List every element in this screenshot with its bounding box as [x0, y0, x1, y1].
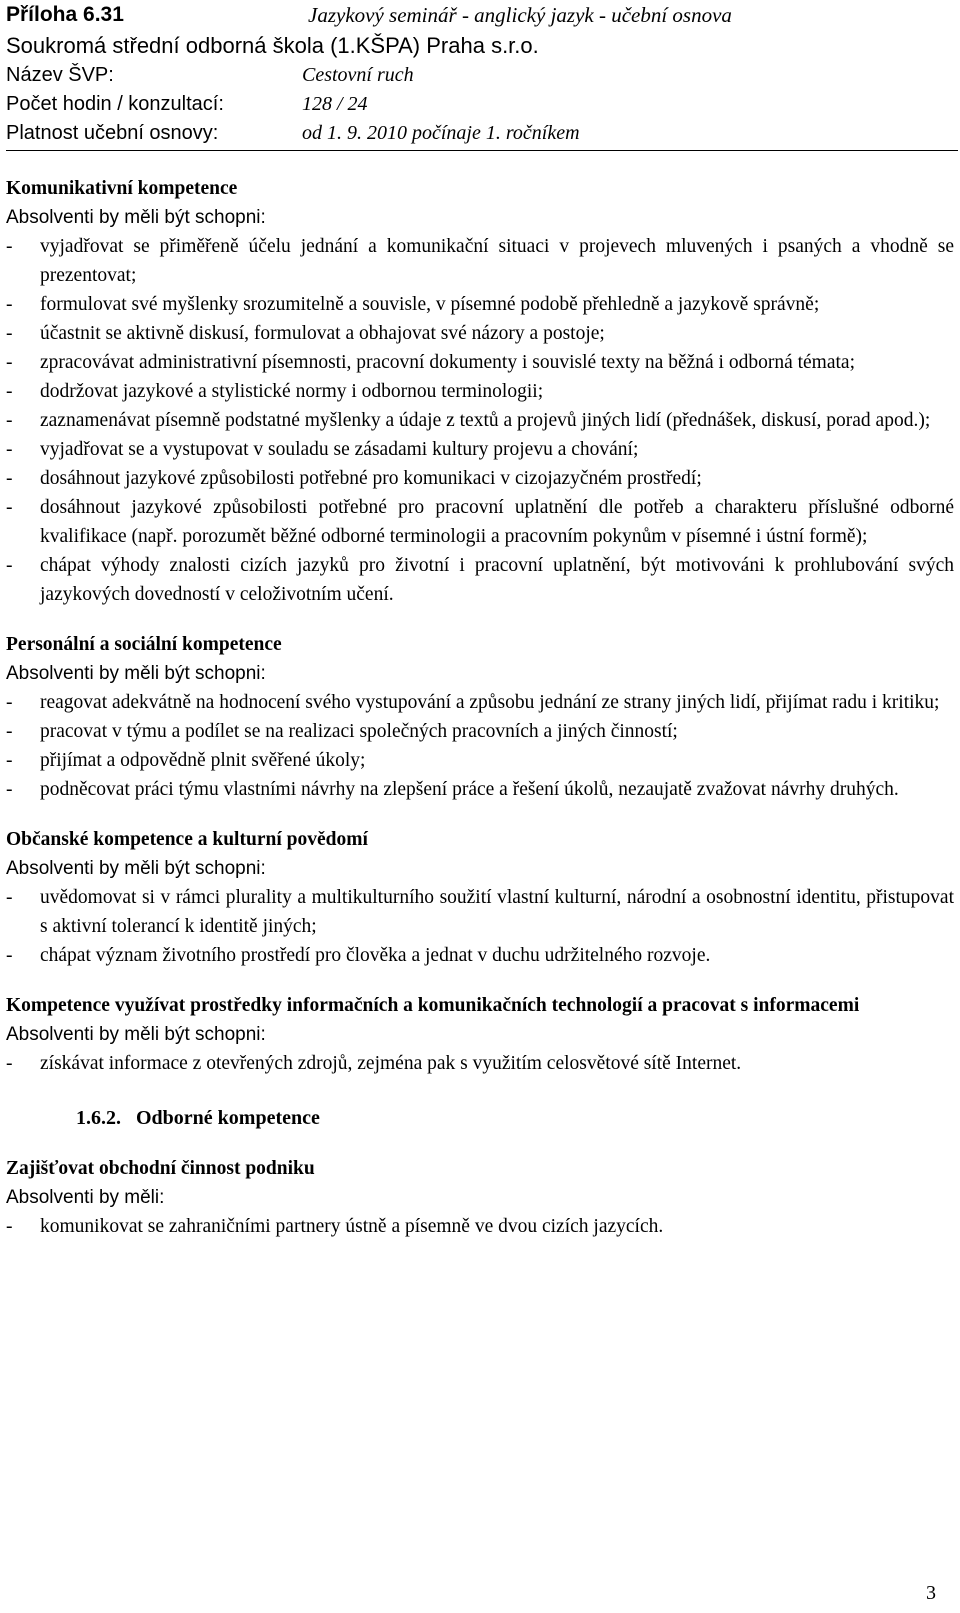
- list-item: [6, 1049, 954, 1078]
- list-item: [6, 1212, 954, 1241]
- validity-label: Platnost učební osnovy:: [6, 122, 219, 144]
- svp-label: Název ŠVP:: [6, 64, 114, 86]
- svp-value: Cestovní ruch: [302, 64, 414, 86]
- list-item: [6, 551, 954, 609]
- list-item-text: podněcovat práci týmu vlastními návrhy na zlepšení práce a řešení úkolů, nezaujatě zvažovat návrhy druhých.: [40, 779, 899, 800]
- list-dash: -: [6, 294, 13, 315]
- page-number: 3: [926, 1582, 936, 1604]
- list-item: [6, 406, 954, 435]
- competence-list: [6, 232, 954, 609]
- list-item: [6, 319, 954, 348]
- list-item-text: dosáhnout jazykové způsobilosti potřebné pro pracovní uplatnění dle potřeb a charakteru příslušné odborné kvalifikace (např. porozumět běžné odborné terminologii a pracovním pokynům v písemné i ústní formě);: [40, 497, 954, 547]
- list-item-text: chápat význam životního prostředí pro člověka a jednat v duchu udržitelného rozvoje.: [40, 945, 711, 966]
- school-name: Soukromá střední odborná škola (1.KŠPA) Praha s.r.o.: [6, 33, 539, 58]
- section-title: Personální a sociální kompetence: [6, 634, 282, 655]
- validity-value: od 1. 9. 2010 počínaje 1. ročníkem: [302, 122, 580, 144]
- section-intro: Absolventi by měli být schopni:: [6, 663, 266, 684]
- list-item: [6, 290, 954, 319]
- list-item-text: vyjadřovat se přiměřeně účelu jednání a komunikační situaci v projevech mluvených i psaných a vhodně se prezentovat;: [40, 236, 954, 286]
- header-row-appendix: [6, 2, 732, 28]
- list-dash: -: [6, 945, 13, 966]
- list-item-text: pracovat v týmu a podílet se na realizaci společných pracovních a jiných činností;: [40, 721, 678, 742]
- list-item: [6, 746, 954, 775]
- list-dash: -: [6, 721, 13, 742]
- list-dash: -: [6, 750, 13, 771]
- subheading-title: Odborné kompetence: [136, 1107, 320, 1129]
- list-dash: -: [6, 555, 13, 576]
- list-item-text: zpracovávat administrativní písemnosti, pracovní dokumenty i souvislé texty na běžná i odborná témata;: [40, 352, 855, 373]
- list-dash: -: [6, 439, 13, 460]
- section-title: Občanské kompetence a kulturní povědomí: [6, 829, 368, 850]
- header-row-svp: [6, 62, 414, 88]
- list-item: [6, 377, 954, 406]
- list-dash: -: [6, 468, 13, 489]
- list-item: [6, 883, 954, 941]
- list-item-text: komunikovat se zahraničními partnery ústně a písemně ve dvou cizích jazycích.: [40, 1216, 664, 1237]
- list-dash: -: [6, 410, 13, 431]
- section-intro: Absolventi by měli být schopni:: [6, 858, 266, 879]
- list-dash: -: [6, 323, 13, 344]
- hours-label: Počet hodin / konzultací:: [6, 93, 224, 115]
- competence-list: [6, 688, 954, 804]
- list-item-text: chápat výhody znalosti cizích jazyků pro životní i pracovní uplatnění, být motivováni k prohlubování svých jazykových dovedností v celoživotním učení.: [40, 555, 954, 605]
- list-item: [6, 717, 954, 746]
- list-item: [6, 348, 954, 377]
- subheading-number: 1.6.2.: [76, 1107, 121, 1129]
- document-body: [6, 174, 954, 1241]
- list-dash: -: [6, 352, 13, 373]
- list-dash: -: [6, 236, 13, 257]
- list-item-text: dodržovat jazykové a stylistické normy i odbornou terminologii;: [40, 381, 544, 402]
- seminar-title: Jazykový seminář - anglický jazyk - učební osnova: [308, 3, 732, 27]
- list-item: [6, 464, 954, 493]
- list-item: [6, 232, 954, 290]
- header-row-hours: [6, 91, 368, 117]
- list-item-text: reagovat adekvátně na hodnocení svého vystupování a způsobu jednání ze strany jiných lidí, přijímat radu i kritiku;: [40, 692, 940, 713]
- header-row-validity: [6, 120, 580, 146]
- section-intro: Absolventi by měli:: [6, 1187, 165, 1208]
- list-dash: -: [6, 887, 13, 908]
- list-item-text: získávat informace z otevřených zdrojů, zejména pak s využitím celosvětové sítě Internet.: [40, 1053, 742, 1074]
- list-dash: -: [6, 779, 13, 800]
- list-item: [6, 493, 954, 551]
- list-item-text: uvědomovat si v rámci plurality a multikulturního soužití vlastní kulturní, národní a osobnostní identitu, přistupovat s aktivní tolerancí k identitě jiných;: [40, 887, 954, 937]
- list-item-text: přijímat a odpovědně plnit svěřené úkoly;: [40, 750, 366, 771]
- list-item: [6, 688, 954, 717]
- hours-value: 128 / 24: [302, 93, 368, 115]
- list-item-text: účastnit se aktivně diskusí, formulovat a obhajovat své názory a postoje;: [40, 323, 605, 344]
- list-dash: -: [6, 1216, 13, 1237]
- section-title: Kompetence využívat prostředky informačních a komunikačních technologií a pracovat s informacemi: [6, 995, 860, 1016]
- list-dash: -: [6, 692, 13, 713]
- list-item-text: vyjadřovat se a vystupovat v souladu se zásadami kultury projevu a chování;: [40, 439, 639, 460]
- list-dash: -: [6, 381, 13, 402]
- subheading: [76, 1104, 954, 1133]
- competence-list: [6, 883, 954, 970]
- competence-list: [6, 1212, 954, 1241]
- list-dash: -: [6, 1053, 13, 1074]
- section-title: Zajišťovat obchodní činnost podniku: [6, 1158, 315, 1179]
- header-divider: [6, 150, 958, 151]
- list-item-text: formulovat své myšlenky srozumitelně a souvisle, v písemné podobě přehledně a jazykově správně;: [40, 294, 820, 315]
- list-item-text: dosáhnout jazykové způsobilosti potřebné pro komunikaci v cizojazyčném prostředí;: [40, 468, 702, 489]
- section-intro: Absolventi by měli být schopni:: [6, 207, 266, 228]
- list-item: [6, 941, 954, 970]
- appendix-label: Příloha 6.31: [6, 3, 124, 26]
- section-intro: Absolventi by měli být schopni:: [6, 1024, 266, 1045]
- list-item: [6, 435, 954, 464]
- section-title: Komunikativní kompetence: [6, 178, 238, 199]
- list-item: [6, 775, 954, 804]
- list-dash: -: [6, 497, 13, 518]
- competence-list: [6, 1049, 954, 1078]
- list-item-text: zaznamenávat písemně podstatné myšlenky a údaje z textů a projevů jiných lidí (přednášek, diskusí, porad apod.);: [40, 410, 931, 431]
